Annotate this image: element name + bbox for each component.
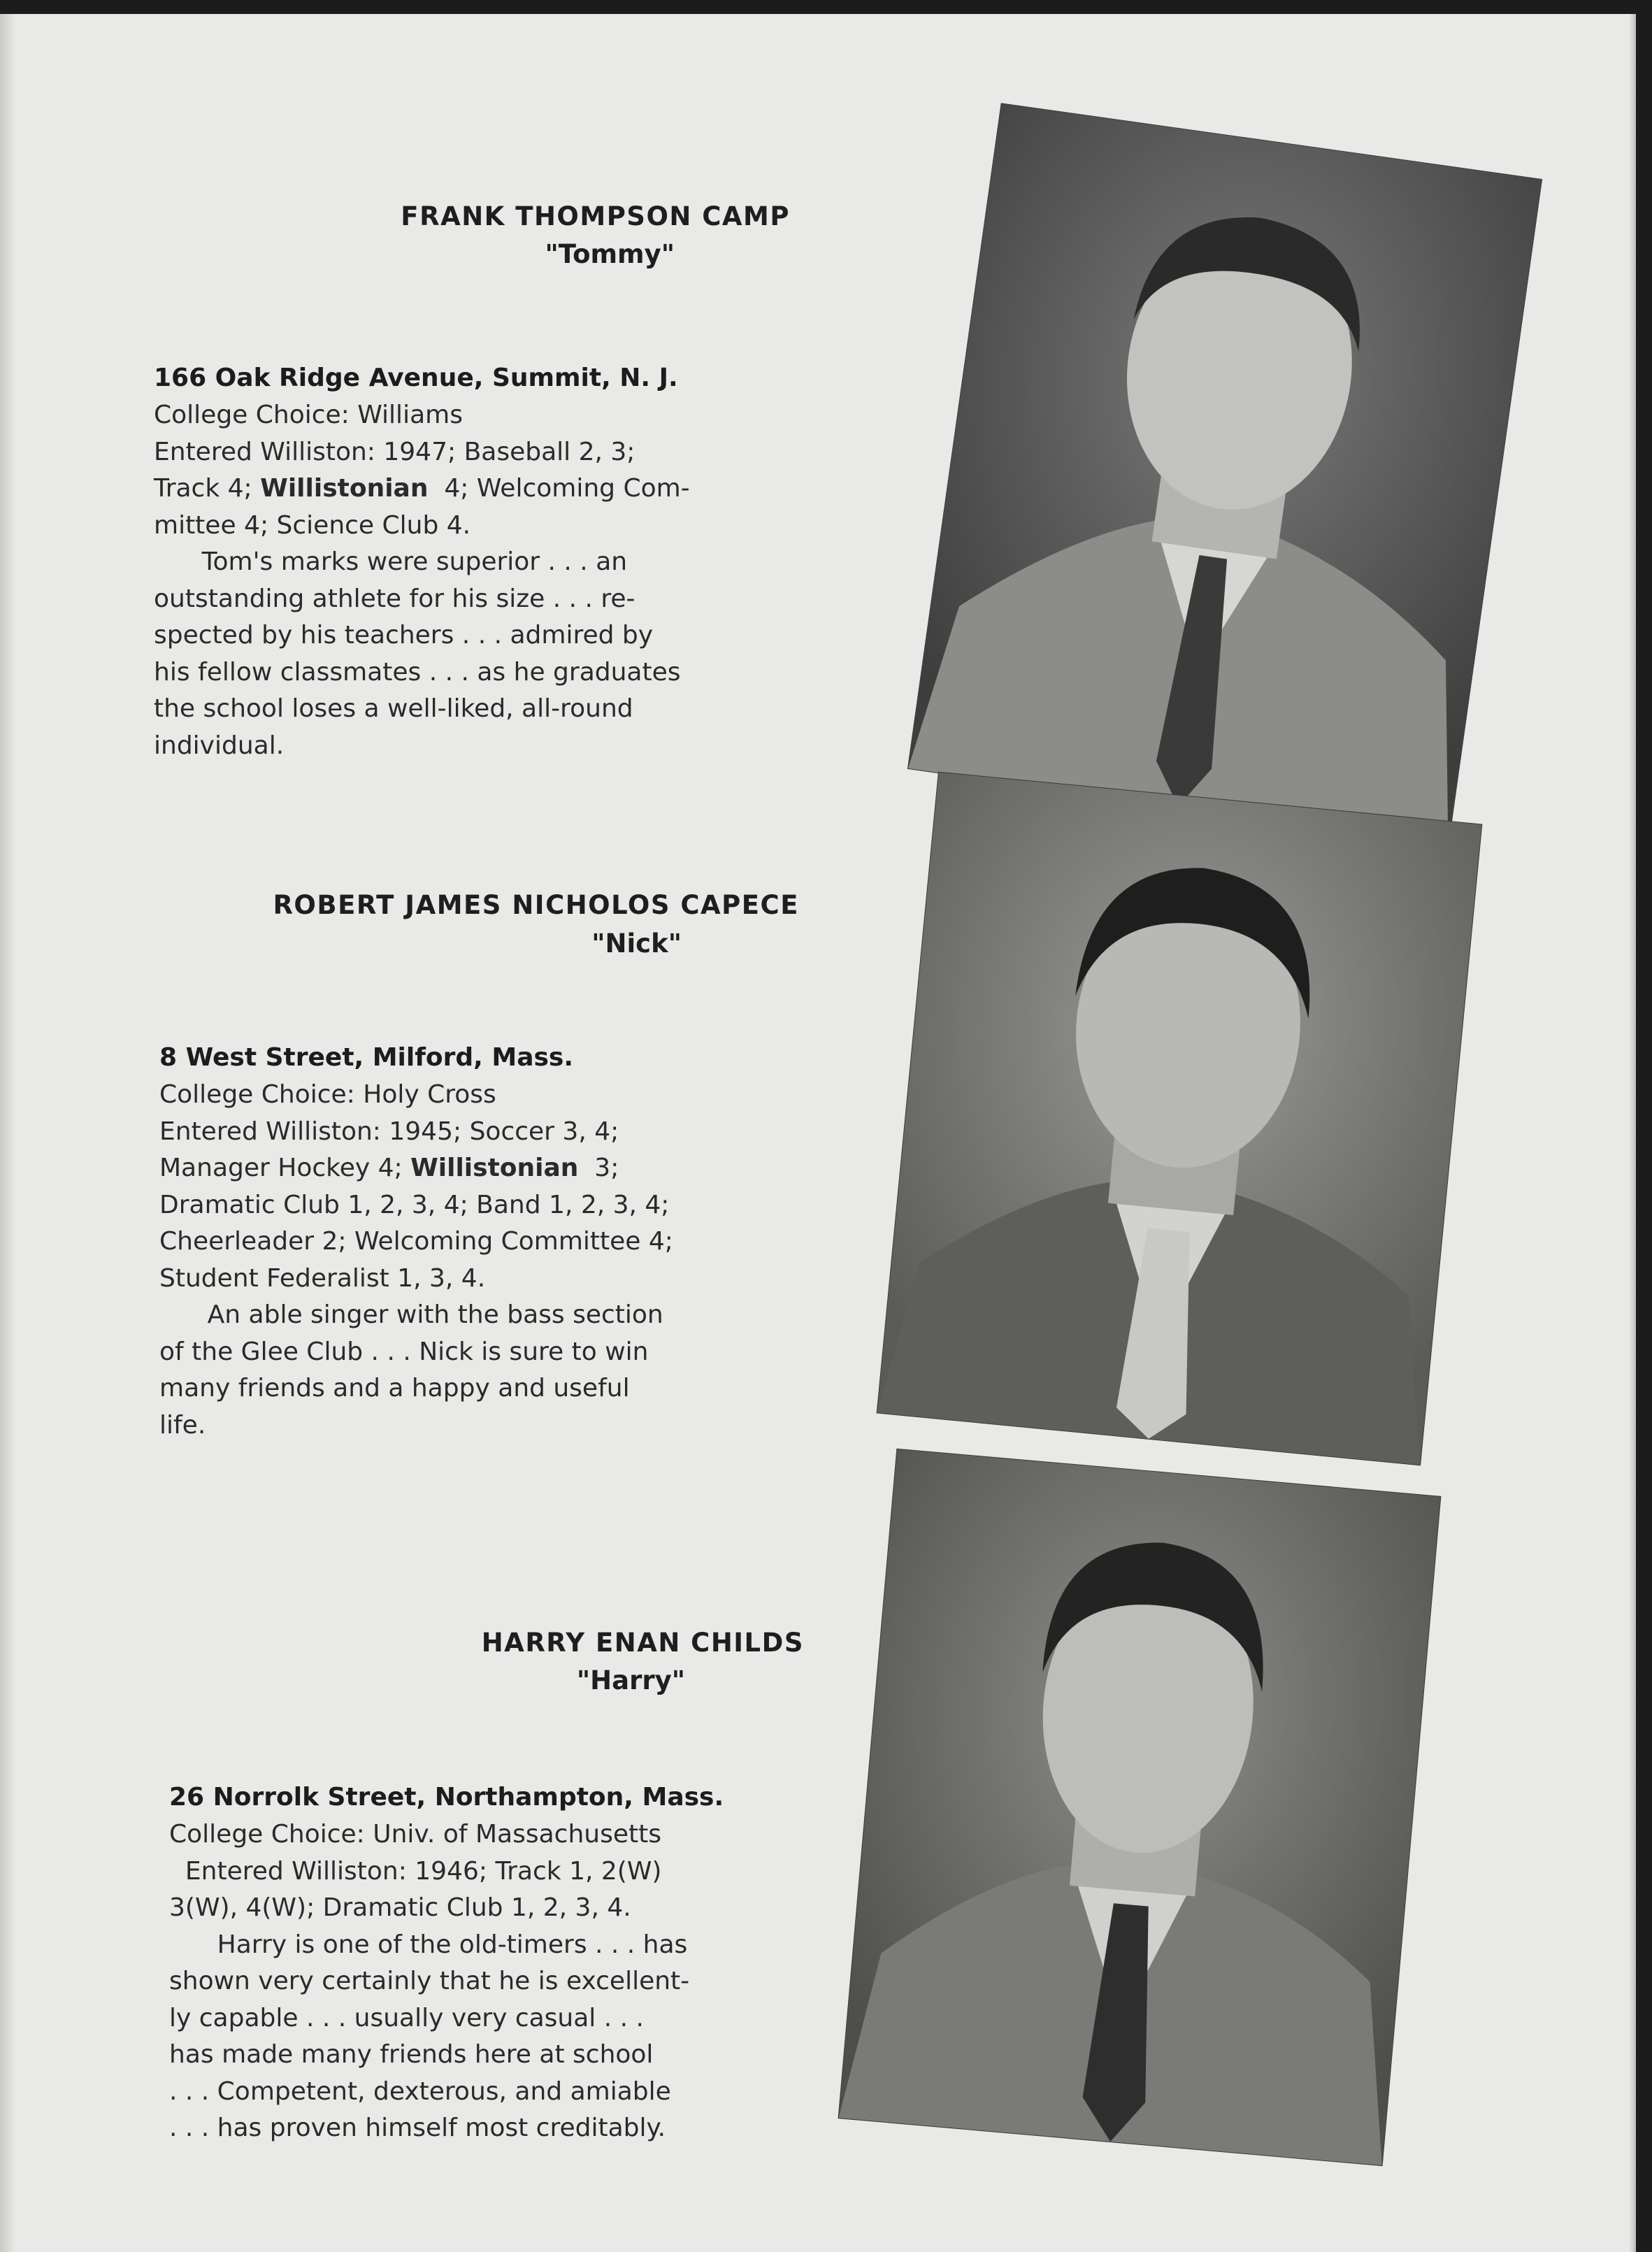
bio-line: outstanding athlete for his size . . . re- [154,584,635,613]
bio-line: ly capable . . . usually very casual . . . [169,2003,644,2032]
bio-line: Entered Williston: 1946; Track 1, 2(W) [169,1856,662,1886]
bio-line: life. [159,1410,206,1440]
bio-line: An able singer with the bass section [159,1300,663,1329]
student-address: 8 West Street, Milford, Mass. [159,1043,574,1072]
bio-line: Harry is one of the old-timers . . . has [169,1930,688,1959]
page-edge [1629,14,1636,2252]
bold-term: Willistonian [260,474,429,503]
student-photo [877,773,1482,1465]
bio-line: College Choice: Holy Cross [159,1080,496,1109]
student-name: ROBERT JAMES NICHOLOS CAPECE [273,890,799,920]
student-nickname: "Harry" [576,1665,685,1695]
bio-line: . . . has proven himself most creditably. [169,2114,666,2142]
student-name: HARRY ENAN CHILDS [481,1628,804,1658]
student-nickname: "Tommy" [545,239,675,269]
bio-line: many friends and a happy and useful [159,1374,630,1403]
student-nickname: "Nick" [591,928,682,959]
bio-line: Student Federalist 1, 3, 4. [159,1263,486,1293]
page-gutter [0,14,15,2252]
student-photo [839,1449,1441,2165]
bio-line: has made many friends here at school [169,2040,654,2069]
bio-line: 3(W), 4(W); Dramatic Club 1, 2, 3, 4. [169,1893,631,1922]
bio-line: Dramatic Club 1, 2, 3, 4; Band 1, 2, 3, 4; [159,1190,670,1219]
bio-line: Manager Hockey 4; Willistonian 3; [159,1154,619,1182]
bio-line: his fellow classmates . . . as he graduates [154,657,681,687]
bio-line: mittee 4; Science Club 4. [154,510,471,540]
bio-line: Tom's marks were superior . . . an [154,547,628,576]
student-photo [908,103,1542,844]
bio-line: shown very certainly that he is excellent- [169,1967,690,1995]
bio-line: Entered Williston: 1945; Soccer 3, 4; [159,1117,619,1146]
student-name: FRANK THOMPSON CAMP [401,201,790,231]
student-address: 26 Norrolk Street, Northampton, Mass. [169,1783,724,1812]
bio-line: the school loses a well-liked, all-round [154,694,633,723]
bio-line: of the Glee Club . . . Nick is sure to win [159,1337,649,1366]
bio-line: . . . Competent, dexterous, and amiable [169,2077,671,2106]
student-address: 166 Oak Ridge Avenue, Summit, N. J. [154,364,678,392]
bio-line: College Choice: Williams [154,401,463,429]
bio-line: spected by his teachers . . . admired by [154,621,654,650]
bio-line: Track 4; Willistonian 4; Welcoming Com- [154,474,690,503]
bold-term: Willistonian [410,1154,579,1182]
bio-line: Entered Williston: 1947; Baseball 2, 3; [154,437,635,466]
bio-line: Cheerleader 2; Welcoming Committee 4; [159,1227,673,1256]
bio-line: individual. [154,731,285,760]
bio-line: College Choice: Univ. of Massachusetts [169,1820,661,1849]
yearbook-page [0,14,1636,2252]
